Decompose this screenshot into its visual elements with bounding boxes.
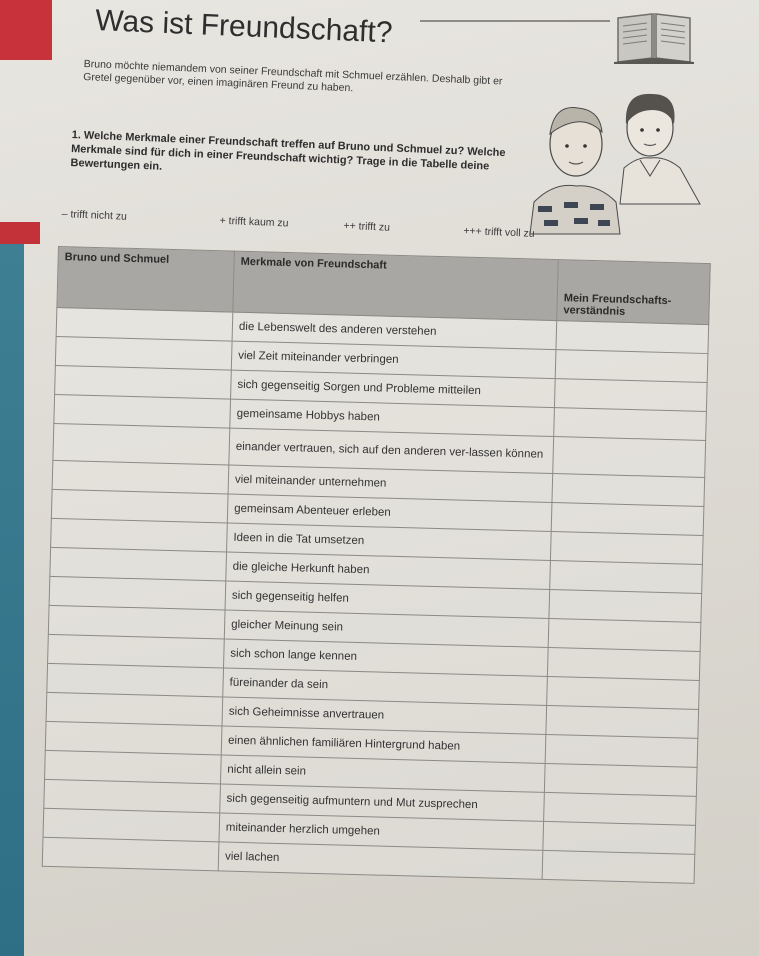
characteristic-cell: nicht allein sein xyxy=(220,755,545,792)
bruno-schmuel-cell[interactable] xyxy=(50,547,227,581)
characteristic-cell: viel miteinander unternehmen xyxy=(228,465,553,502)
bruno-schmuel-cell[interactable] xyxy=(42,837,219,871)
own-rating-cell[interactable] xyxy=(552,474,705,507)
own-rating-cell[interactable] xyxy=(553,437,706,478)
friendship-table xyxy=(42,246,711,884)
bruno-schmuel-cell[interactable] xyxy=(45,721,222,755)
bruno-schmuel-cell[interactable] xyxy=(54,394,231,428)
bruno-schmuel-cell[interactable] xyxy=(47,663,224,697)
bruno-schmuel-cell[interactable] xyxy=(48,634,225,668)
own-rating-cell[interactable] xyxy=(547,676,700,709)
teal-page-edge xyxy=(0,244,24,956)
characteristic-cell: die Lebenswelt des anderen verstehen xyxy=(232,312,557,349)
bruno-schmuel-cell[interactable] xyxy=(52,460,229,494)
bruno-schmuel-cell[interactable] xyxy=(49,576,226,610)
bruno-schmuel-cell[interactable] xyxy=(46,692,223,726)
bruno-schmuel-cell[interactable] xyxy=(45,750,222,784)
bruno-schmuel-cell[interactable] xyxy=(51,518,228,552)
header-bruno-schmuel: Bruno und Schmuel xyxy=(57,247,235,313)
legend-not-apply: – trifft nicht zu xyxy=(61,208,128,223)
characteristic-cell: sich schon lange kennen xyxy=(224,639,549,676)
legend-applies: ++ trifft zu xyxy=(343,219,391,234)
characteristic-cell: sich gegenseitig Sorgen und Probleme mitteilen xyxy=(231,370,556,407)
bruno-schmuel-cell[interactable] xyxy=(48,605,225,639)
own-rating-cell[interactable] xyxy=(550,560,703,593)
characteristic-cell: viel lachen xyxy=(218,842,543,879)
friendship-table-wrapper xyxy=(42,246,714,884)
top-rule xyxy=(420,20,610,22)
header-characteristics: Merkmale von Freundschaft xyxy=(233,251,558,320)
characteristic-cell: Ideen in die Tat umsetzen xyxy=(227,523,552,560)
bruno-schmuel-cell[interactable] xyxy=(56,307,233,341)
characteristic-cell: gemeinsame Hobbys haben xyxy=(230,399,555,436)
bruno-schmuel-cell[interactable] xyxy=(55,365,232,399)
red-side-tab xyxy=(0,222,40,244)
characteristic-cell: gemeinsam Abenteuer erleben xyxy=(227,494,552,531)
characteristic-cell: füreinander da sein xyxy=(223,668,548,705)
own-rating-cell[interactable] xyxy=(545,734,698,767)
own-rating-cell[interactable] xyxy=(554,408,707,441)
page-title: Was ist Freundschaft? xyxy=(94,4,394,50)
boys-illustration xyxy=(524,84,704,236)
bruno-schmuel-cell[interactable] xyxy=(55,336,232,370)
own-rating-cell[interactable] xyxy=(543,821,696,854)
characteristic-cell: einander vertrauen, sich auf den anderen ver-lassen können xyxy=(229,428,554,473)
own-rating-cell[interactable] xyxy=(550,532,703,565)
bruno-schmuel-cell[interactable] xyxy=(43,808,220,842)
own-rating-cell[interactable] xyxy=(544,792,697,825)
own-rating-cell[interactable] xyxy=(544,763,697,796)
characteristic-cell: einen ähnlichen familiären Hintergrund haben xyxy=(221,726,546,763)
characteristic-cell: sich gegenseitig aufmuntern und Mut zusprechen xyxy=(220,784,545,821)
characteristic-cell: viel Zeit miteinander verbringen xyxy=(231,341,556,378)
bruno-schmuel-cell[interactable] xyxy=(53,423,230,465)
own-rating-cell[interactable] xyxy=(555,350,708,383)
bruno-schmuel-cell[interactable] xyxy=(51,489,228,523)
own-rating-cell[interactable] xyxy=(549,589,702,622)
own-rating-cell[interactable] xyxy=(554,379,707,412)
characteristic-cell: sich gegenseitig helfen xyxy=(225,581,550,618)
own-rating-cell[interactable] xyxy=(546,705,699,738)
red-corner-tab xyxy=(0,0,52,60)
intro-text: Bruno möchte niemandem von seiner Freundschaft mit Schmuel erzählen. Deshalb gibt er Gretel gegenüber vor, einen imaginären Freund zu haben. xyxy=(82,58,503,95)
characteristic-cell: sich Geheimnisse anvertrauen xyxy=(222,697,547,734)
open-book-icon xyxy=(612,8,696,64)
legend-fully-applies: +++ trifft voll zu xyxy=(463,224,535,240)
characteristic-cell: miteinander herzlich umgehen xyxy=(219,813,544,850)
own-rating-cell[interactable] xyxy=(548,618,701,651)
own-rating-cell[interactable] xyxy=(556,321,709,354)
characteristic-cell: gleicher Meinung sein xyxy=(224,610,549,647)
own-rating-cell[interactable] xyxy=(547,647,700,680)
bruno-schmuel-cell[interactable] xyxy=(44,779,221,813)
own-rating-cell[interactable] xyxy=(542,850,695,883)
task-instruction: 1. Welche Merkmale einer Freundschaft treffen auf Bruno und Schmuel zu? Welche Merkmale sind für dich in einer Freundschaft wichtig? Trage in die Tabelle deine Bewertungen ein. xyxy=(70,128,506,173)
legend-barely-apply: + trifft kaum zu xyxy=(219,214,289,230)
header-own-understanding: Mein Freundschafts-verständnis xyxy=(557,260,711,325)
characteristic-cell: die gleiche Herkunft haben xyxy=(226,552,551,589)
own-rating-cell[interactable] xyxy=(551,503,704,536)
